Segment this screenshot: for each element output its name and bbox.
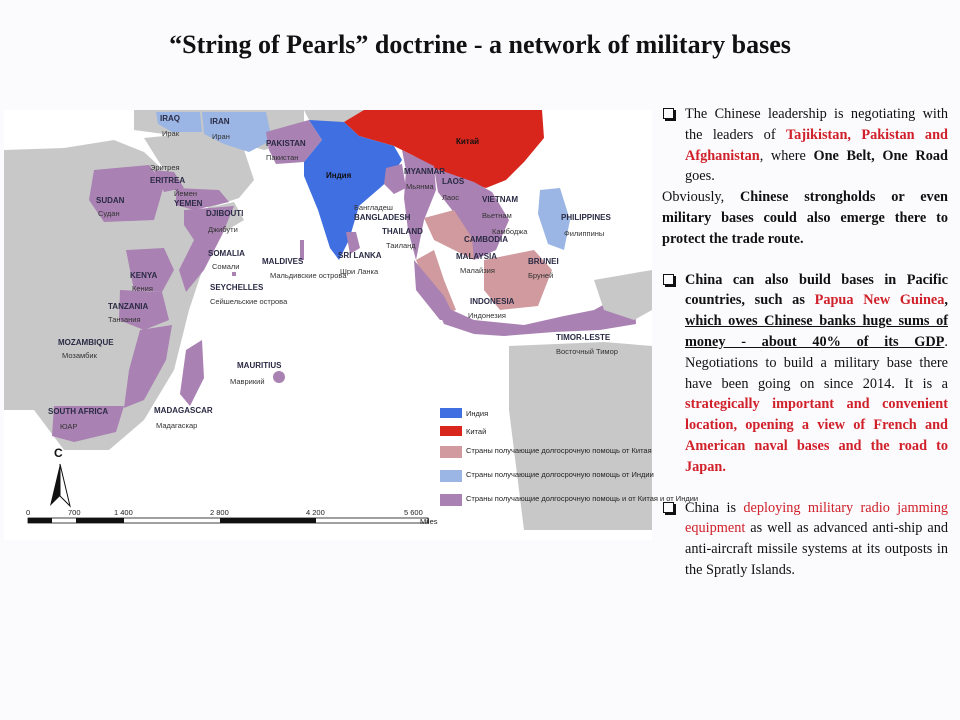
b2-text-3: , — [944, 292, 948, 309]
label-myanmar-ru: Мьянма — [406, 182, 434, 191]
b2-png: Papua New Guinea — [814, 292, 945, 309]
legend-swatch-india-aid — [440, 470, 462, 482]
label-timor-leste: TIMOR-LESTE — [556, 333, 611, 342]
scale-tick-1: 700 — [68, 508, 81, 517]
label-maldives: MALDIVES — [262, 257, 304, 266]
label-mozambique-ru: Мозамбик — [62, 351, 97, 360]
label-yemen: YEMEN — [174, 199, 203, 208]
scale-tick-2: 1 400 — [114, 508, 133, 517]
label-djibouti-ru: Джибути — [208, 225, 238, 234]
b1-text-5: goes. — [685, 168, 715, 185]
label-brunei: BRUNEI — [528, 257, 559, 266]
legend-label-both-aid: Страны получающие долгосрочную помощь и от Китая и от Индии — [466, 494, 699, 503]
label-timor-leste-ru: Восточный Тимор — [556, 347, 618, 356]
b1-text-1: The Chinese leadership is negotiating with the leaders of — [685, 106, 948, 143]
label-south-africa: SOUTH AFRICA — [48, 407, 109, 416]
b3-jamming: deploying military radio jamming equipment — [685, 499, 948, 537]
b1-text-3: , where — [759, 147, 814, 164]
label-vietnam: VIETNAM — [482, 195, 518, 204]
label-india: Индия — [326, 171, 352, 180]
b3-text-1: China is — [685, 499, 744, 516]
label-mauritius-ru: Маврикий — [230, 377, 265, 386]
label-sudan-ru: Судан — [98, 209, 120, 218]
label-sudan: SUDAN — [96, 196, 125, 205]
label-iraq-ru: Ирак — [162, 129, 180, 138]
label-iran: IRAN — [210, 117, 230, 126]
scale-tick-3: 2 800 — [210, 508, 229, 517]
label-china: Китай — [456, 137, 480, 146]
b2-strategic: strategically important and convenient location, opening a view of French and American naval bases and the road to Japan. — [685, 396, 948, 475]
label-pakistan-ru: Пакистан — [266, 153, 299, 162]
b3-text-3: as well as advanced anti-ship and anti-aircraft missile systems at its outposts in the Spratly Islands. — [685, 520, 948, 578]
mauritius-shape — [273, 371, 285, 383]
legend-label-china-aid: Страны получающие долгосрочную помощь от Китая — [466, 446, 652, 455]
scale-tick-5: 5 600 — [404, 508, 423, 517]
legend-label-india-aid: Страны получающие долгосрочную помощь от Индии — [466, 470, 654, 479]
label-bangladesh-ru: Бангладеш — [354, 203, 393, 212]
legend-label-china: Китай — [466, 427, 487, 436]
p1-text-2: Chinese strongholds or even military bases could also emerge there to protect the trade route. — [662, 189, 948, 247]
label-seychelles: SEYCHELLES — [210, 283, 264, 292]
seychelles-dots — [232, 272, 236, 276]
label-indonesia-ru: Индонезия — [468, 311, 506, 320]
string-of-pearls-map — [4, 110, 699, 540]
label-iraq: IRAQ — [160, 114, 180, 123]
label-somalia: SOMALIA — [208, 249, 245, 258]
label-malaysia-ru: Малайзия — [460, 266, 495, 275]
checkbox-bullet-icon — [663, 274, 674, 285]
bullet-point-1 — [662, 104, 948, 187]
label-yemen-ru: Йемен — [174, 189, 198, 198]
legend-swatch-india — [440, 408, 462, 418]
legend-swatch-china — [440, 426, 462, 436]
label-djibouti: DJIBOUTI — [206, 209, 244, 218]
label-maldives-ru: Мальдивские острова — [270, 271, 347, 280]
label-thailand-ru: Таиланд — [386, 241, 416, 250]
label-cambodia: CAMBODIA — [464, 235, 508, 244]
label-indonesia: INDONESIA — [470, 297, 515, 306]
label-seychelles-ru: Сейшельские острова — [210, 297, 288, 306]
legend-swatch-both-aid — [440, 494, 462, 506]
label-eritrea-ru: Эритрея — [150, 163, 180, 172]
north-letter: С — [54, 446, 63, 460]
label-myanmar: MYANMAR — [404, 167, 446, 176]
label-eritrea: ERITREA — [150, 176, 186, 185]
b2-debt: which owes Chinese banks huge sums of money - about 40% of its GDP — [685, 313, 948, 350]
label-vietnam-ru: Вьетнам — [482, 211, 512, 220]
text-column — [662, 104, 948, 581]
label-laos-ru: Лаос — [442, 193, 460, 202]
label-brunei-ru: Бруней — [528, 271, 554, 280]
legend-label-india: Индия — [466, 409, 489, 418]
label-sri-lanka-ru: Шри Ланка — [340, 267, 379, 276]
label-madagascar-ru: Мадагаскар — [156, 421, 198, 430]
label-mauritius: MAURITIUS — [237, 361, 282, 370]
label-kenya-ru: Кения — [132, 284, 153, 293]
label-bangladesh: BANGLADESH — [354, 213, 411, 222]
label-south-africa-ru: ЮАР — [60, 422, 78, 431]
label-sri-lanka: SRI LANKA — [338, 251, 382, 260]
label-cambodia-ru: Камбоджа — [492, 227, 528, 236]
label-madagascar: MADAGASCAR — [154, 406, 213, 415]
label-malaysia: MALAYSIA — [456, 252, 498, 261]
checkbox-bullet-icon — [663, 108, 674, 119]
label-thailand: THAILAND — [382, 227, 423, 236]
label-pakistan: PAKISTAN — [266, 139, 306, 148]
bullet-point-3 — [662, 498, 948, 581]
scale-tick-0: 0 — [26, 508, 31, 517]
label-philippines-ru: Филиппины — [564, 229, 605, 238]
b1-countries: Tajikistan, Pakistan and Afghanistan — [685, 126, 948, 164]
slide-title: “String of Pearls” doctrine - a network of military bases — [169, 30, 791, 59]
label-philippines: PHILIPPINES — [561, 213, 611, 222]
b2-text-1: China can also build bases in Pacific countries, such as — [685, 271, 948, 309]
label-iran-ru: Иран — [212, 132, 230, 141]
label-somalia-ru: Сомали — [212, 262, 240, 271]
label-mozambique: MOZAMBIQUE — [58, 338, 114, 347]
p1-text-1: Obviously, — [662, 189, 740, 206]
b2-text-5: . Negotiations to build a military base there have been going on since 2014. It is a — [685, 333, 948, 392]
checkbox-bullet-icon — [663, 502, 674, 513]
legend-swatch-china-aid — [440, 446, 462, 458]
label-laos: LAOS — [442, 177, 465, 186]
bullet-point-2 — [662, 270, 948, 478]
b1-obor: One Belt, One Road — [813, 147, 948, 164]
scale-unit: Miles — [420, 517, 438, 526]
label-tanzania: TANZANIA — [108, 302, 149, 311]
label-tanzania-ru: Танзания — [108, 315, 141, 324]
label-kenya: KENYA — [130, 271, 158, 280]
scale-tick-4: 4 200 — [306, 508, 325, 517]
paragraph-obviously — [662, 187, 948, 249]
